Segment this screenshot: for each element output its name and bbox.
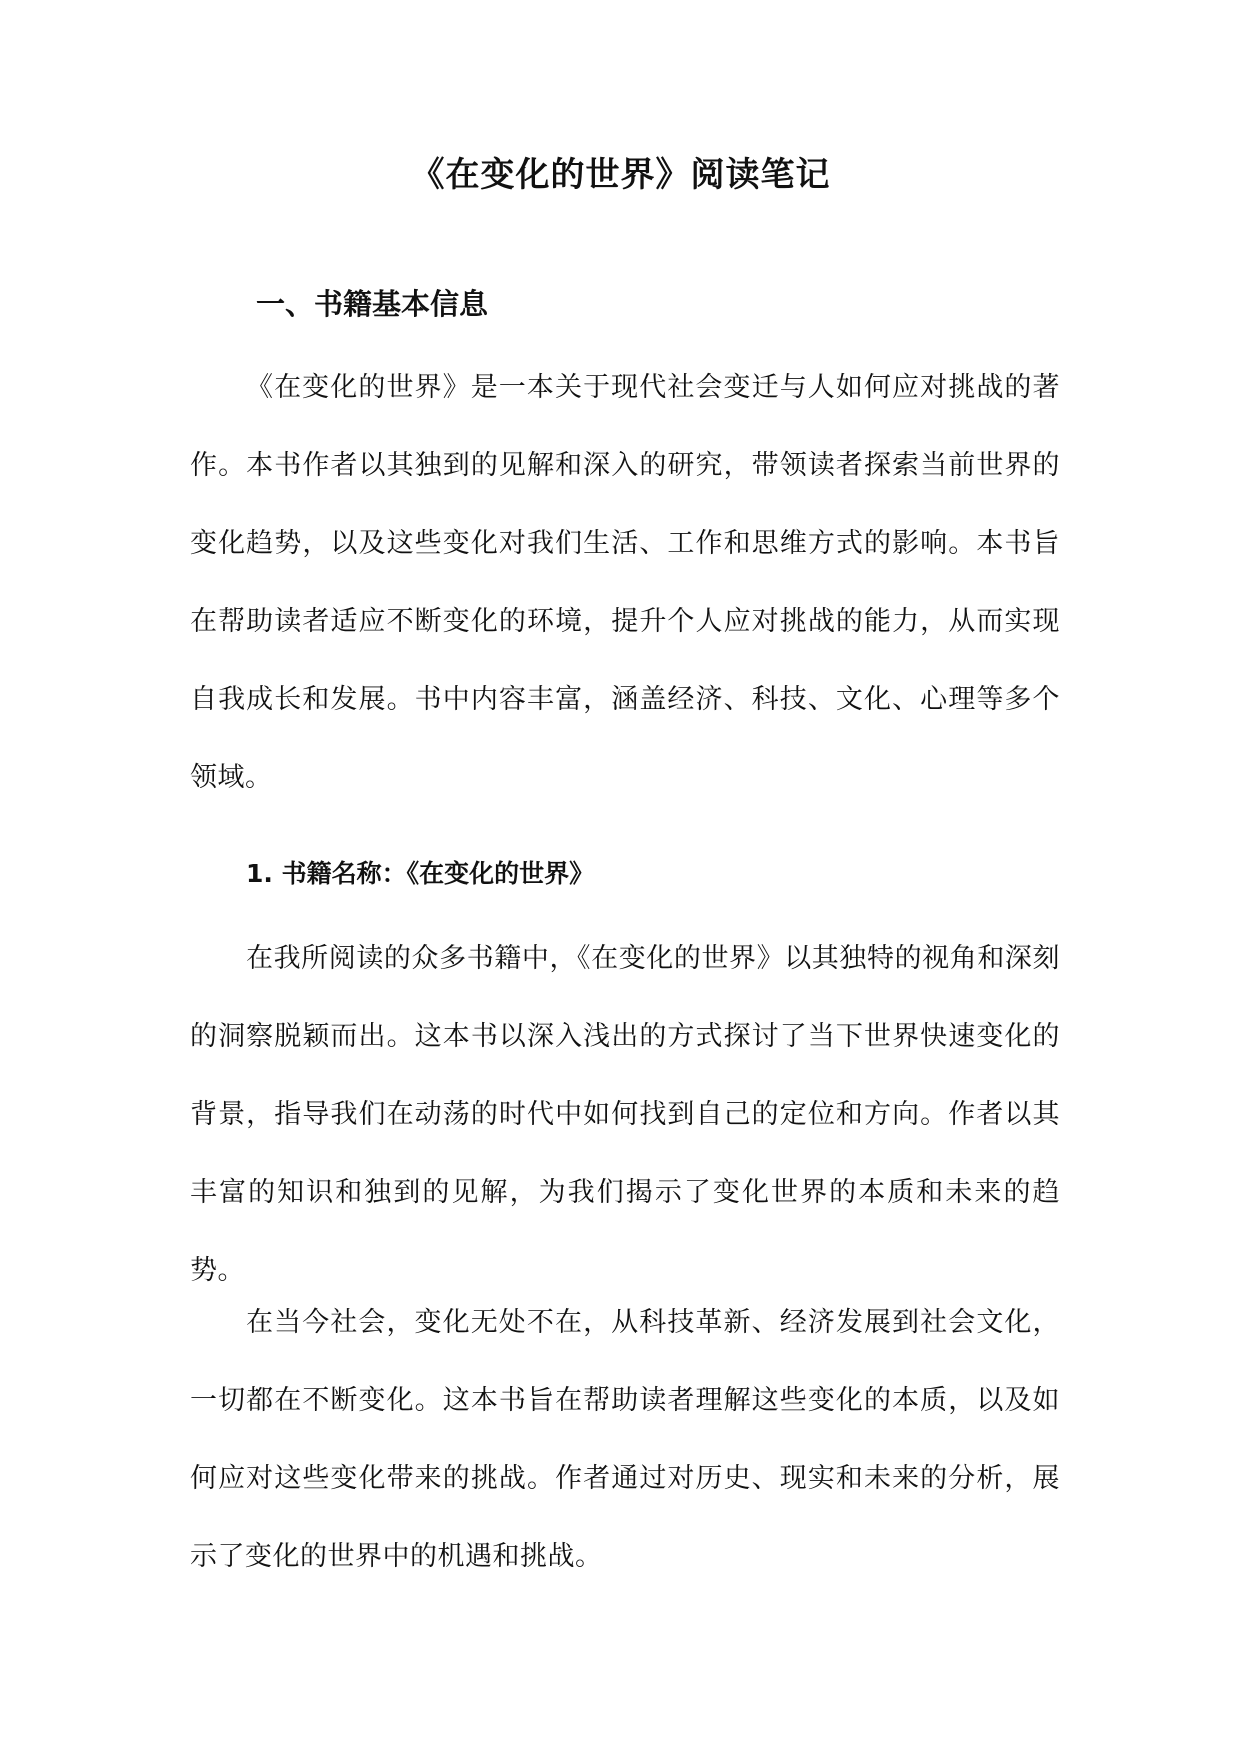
paragraph-book-info: 《在变化的世界》是一本关于现代社会变迁与人如何应对挑战的著作。本书作者以其独到的见解和深入的研究，带领读者探索当前世界的变化趋势，以及这些变化对我们生活、工作和思维方式的影响。本书旨在帮助读者适应不断变化的环境，提升个人应对挑战的能力，从而实现自我成长和发展。书中内容丰富，涵盖经济、科技、文化、心理等多个领域。 — [190, 372, 1060, 793]
paragraph-book-name-1: 在我所阅读的众多书籍中，《在变化的世界》以其独特的视角和深刻的洞察脱颖而出。这本书以深入浅出的方式探讨了当下世界快速变化的背景，指导我们在动荡的时代中如何找到自己的定位和方向。作者以其丰富的知识和独到的见解，为我们揭示了变化世界的本质和未来的趋势。 — [190, 943, 1060, 1286]
section-heading-book-info: 一、书籍基本信息 — [256, 287, 489, 321]
subsection-heading-book-name: 1. 书籍名称：《在变化的世界》 — [246, 859, 595, 888]
paragraph-book-name-2: 在当今社会，变化无处不在，从科技革新、经济发展到社会文化，一切都在不断变化。这本书旨在帮助读者理解这些变化的本质，以及如何应对这些变化带来的挑战。作者通过对历史、现实和未来的分析，展示了变化的世界中的机遇和挑战。 — [190, 1307, 1060, 1572]
document-title: 《在变化的世界》阅读笔记 — [410, 155, 831, 195]
